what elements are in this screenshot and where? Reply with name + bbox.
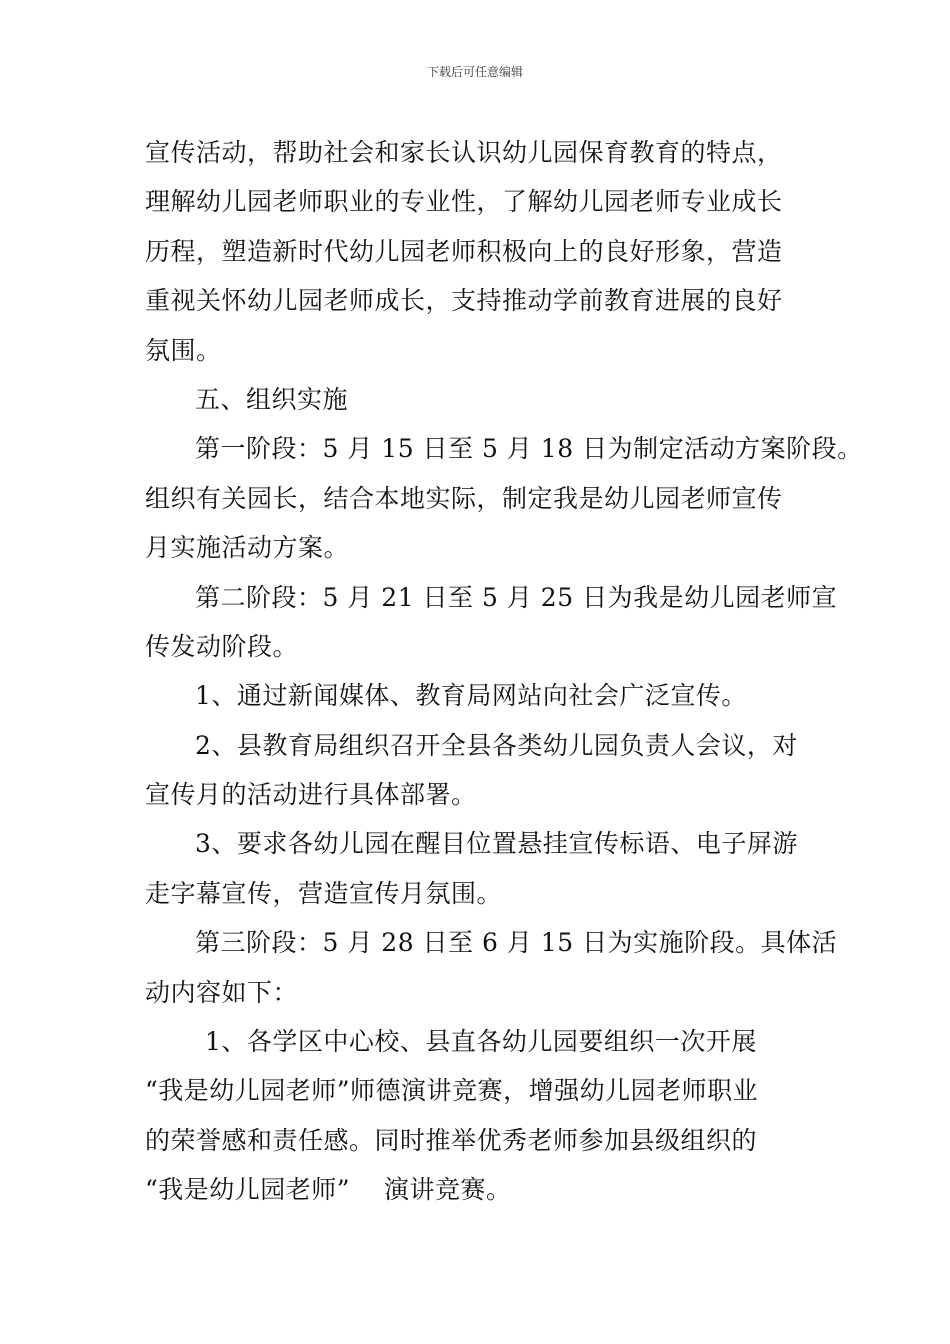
list-item: 1、通过新闻媒体、教育局网站向社会广泛宣传。 [195, 681, 747, 711]
body-line: 月实施活动方案。 [145, 533, 350, 563]
page-header-note: 下载后可任意编辑 [426, 65, 523, 79]
section-heading: 五、组织实施 [195, 384, 349, 414]
body-line: 重视关怀幼儿园老师成长，支持推动学前教育进展的良好 [145, 286, 783, 316]
document-body [145, 128, 863, 1215]
body-line: 的荣誉感和责任感。同时推举优秀老师参加县级组织的 [145, 1125, 758, 1155]
body-line: 第三阶段：5 月 28 日至 6 月 15 日为实施阶段。具体活 [195, 928, 838, 958]
body-line: 动内容如下： [145, 977, 299, 1007]
body-line: 宣传活动，帮助社会和家长认识幼儿园保育教育的特点， [145, 138, 783, 167]
body-line: 走字幕宣传，营造宣传月氛围。 [145, 878, 503, 908]
body-line: 传发动阶段。 [145, 631, 299, 661]
body-line: “我是幼儿园老师” 演讲竞赛。 [145, 1175, 512, 1205]
body-line: 第二阶段：5 月 21 日至 5 月 25 日为我是幼儿园老师宣 [195, 582, 838, 612]
list-item: 2、县教育局组织召开全县各类幼儿园负责人会议，对 [195, 730, 798, 760]
body-line: 宣传月的活动进行具体部署。 [145, 780, 477, 810]
list-item: 3、要求各幼儿园在醒目位置悬挂宣传标语、电子屏游 [195, 829, 798, 859]
body-line: 氛围。 [145, 335, 222, 365]
body-line: 历程，塑造新时代幼儿园老师积极向上的良好形象，营造 [145, 236, 783, 266]
body-line: 第一阶段：5 月 15 日至 5 月 18 日为制定活动方案阶段。 [195, 434, 863, 464]
list-item: 1、各学区中心校、县直各幼儿园要组织一次开展 [205, 1027, 757, 1057]
body-line: 组织有关园长，结合本地实际，制定我是幼儿园老师宣传 [145, 483, 783, 513]
body-line: 理解幼儿园老师职业的专业性，了解幼儿园老师专业成长 [145, 187, 783, 217]
body-line: “我是幼儿园老师”师德演讲竞赛，增强幼儿园老师职业 [145, 1076, 759, 1106]
